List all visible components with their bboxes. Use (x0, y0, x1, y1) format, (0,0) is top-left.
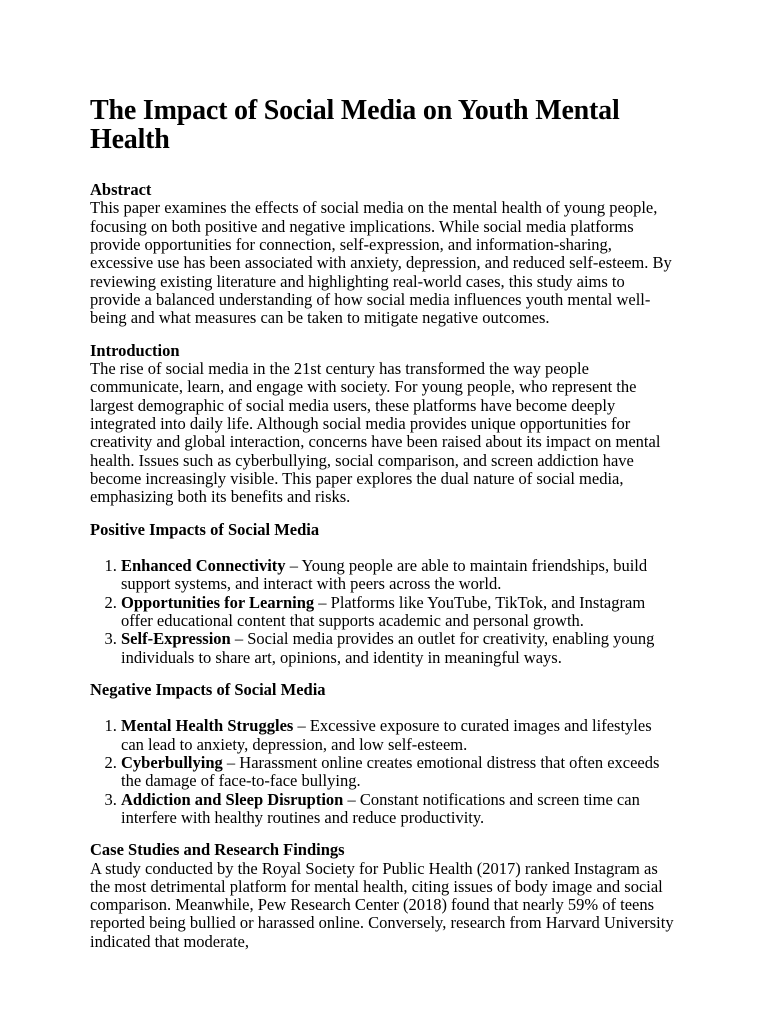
dash-separator: – (285, 555, 302, 575)
heading-abstract: Abstract (90, 180, 152, 199)
list-item-desc: Social media provides an outlet for creativity, enabling young individuals to share art, opinions, and identity in meaningful ways. (121, 629, 655, 667)
heading-positive-impacts: Positive Impacts of Social Media (90, 519, 320, 539)
dash-separator: – (230, 629, 248, 649)
heading-negative-impacts: Negative Impacts of Social Media (90, 679, 326, 699)
list-item-term: Self-Expression (121, 629, 231, 649)
list-item (121, 557, 674, 594)
section-negative-impacts (90, 681, 674, 827)
section-positive-impacts (90, 521, 674, 667)
list-item-desc: Harassment online creates emotional distress that often exceeds the damage of face-to-face bullying. (121, 752, 660, 791)
list-item (121, 594, 674, 631)
paragraph-abstract: This paper examines the effects of social media on the mental health of young people, focusing on both positive and negative implications. While social media platforms provide opportunities for connection, self-expression, and information-sharing, excessive use has been associated with anxiety, depression, and reduced self-esteem. By reviewing existing literature and highlighting real-world cases, this study aims to provide a balanced understanding of how social media influences youth mental well-being and what measures can be taken to mitigate negative outcomes. (90, 198, 672, 328)
dash-separator: – (293, 716, 310, 736)
list-positive-impacts (90, 557, 674, 667)
list-item-desc: Platforms like YouTube, TikTok, and Instagram offer educational content that supports academic and personal growth. (121, 592, 646, 630)
list-item-desc: Constant notifications and screen time can interfere with healthy routines and reduce productivity. (121, 789, 640, 827)
dash-separator: – (222, 752, 240, 772)
heading-case-studies: Case Studies and Research Findings (90, 840, 345, 860)
list-item (121, 754, 674, 791)
list-item-term: Cyberbullying (121, 752, 223, 772)
list-item (121, 630, 674, 667)
list-negative-impacts (90, 717, 674, 827)
list-item-desc: Young people are able to maintain friendships, build support systems, and interact with peers across the world. (121, 555, 648, 594)
list-item (121, 791, 674, 828)
list-item-term: Enhanced Connectivity (121, 555, 286, 575)
dash-separator: – (314, 592, 331, 612)
paragraph-case-studies: A study conducted by the Royal Society for Public Health (2017) ranked Instagram as the most detrimental platform for mental health, citing issues of body image and social comparison. Meanwhile, Pew Research Center (2018) found that nearly 59% of teens reported being bullied or harassed online. Conversely, research from Harvard University indicated that moderate, (90, 858, 674, 951)
list-item-term: Opportunities for Learning (121, 592, 315, 612)
list-item-term: Mental Health Struggles (121, 716, 294, 736)
section-case-studies (90, 841, 674, 951)
section-introduction (90, 342, 674, 507)
document-title: The Impact of Social Media on Youth Mental Health (90, 95, 620, 155)
paragraph-introduction: The rise of social media in the 21st century has transformed the way people communicate, learn, and engage with society. For young people, who represent the largest demographic of social media users, these platforms have become deeply integrated into daily life. Although social media provides unique opportunities for creativity and global interaction, concerns have been raised about its impact on mental health. Issues such as cyberbullying, social comparison, and screen addiction have become increasingly visible. This paper explores the dual nature of social media, emphasizing both its benefits and risks. (90, 358, 661, 507)
heading-introduction: Introduction (90, 340, 180, 360)
dash-separator: – (343, 789, 360, 809)
list-item (121, 717, 674, 754)
section-abstract (90, 181, 674, 328)
list-item-term: Addiction and Sleep Disruption (121, 789, 344, 809)
list-item-desc: Excessive exposure to curated images and lifestyles can lead to anxiety, depression, and low self-esteem. (121, 716, 652, 754)
